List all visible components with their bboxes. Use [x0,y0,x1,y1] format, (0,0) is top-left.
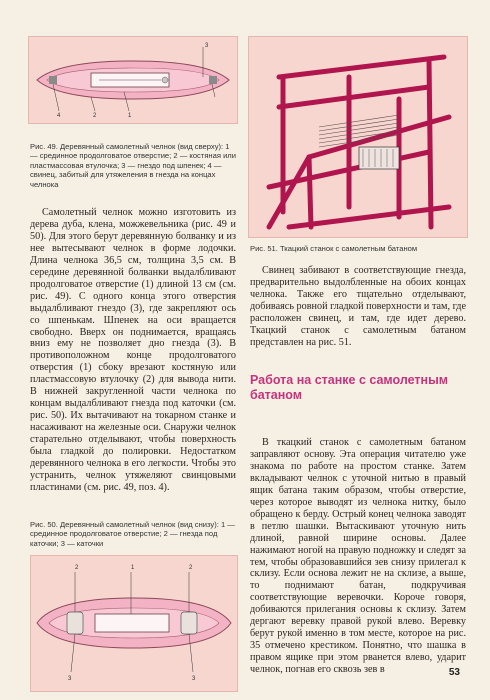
fig49-label-2: 2 [93,113,97,119]
fig50-label-1: 1 [131,565,135,571]
fig49-label-3: 3 [205,43,209,49]
shuttle-bottom-view-drawing [31,556,237,691]
figure-49-caption: Рис. 49. Деревянный самолетный челнок (вид сверху): 1 — срединное продолговатое отверстие; 2 — костяная или пластмассовая втулочка; 3 — гнездо под шпенек; 4 — свинец, забитый для утяжеления в гнезда на концах челнока [30,142,236,189]
fig50-label-2-left: 2 [75,565,79,571]
shuttle-top-view-drawing [29,37,237,123]
fig49-label-1: 1 [128,113,132,119]
fig50-label-3-left: 3 [68,676,72,682]
figure-51-illustration [248,36,468,238]
right-body-paragraph-1: Свинец забивают в соответствующие гнезда, предварительно выдолбленные на обоих концах челнока. Также его тщательно отделывают, добиваясь ровной гладкой поверхности и там, где расположен свинец, и там, где идет дерево. Ткацкий станок с самолетным батаном представлен на рис. 51. [250,265,466,348]
figure-50-caption: Рис. 50. Деревянный самолетный челнок (вид снизу): 1 — срединное продолговатое отверстие; 2 — гнезда под каточки; 3 — каточки [30,520,235,548]
fig49-label-4: 4 [57,113,61,119]
section-heading: Работа на станке с самолетным батаном [250,373,448,402]
figure-49-illustration [28,36,238,124]
right-body-paragraph-2: В ткацкий станок с самолетным батаном заправляют основу. Эта операция читателю уже знакома по работе на простом станке. Затем вкладывают челнок с уточной нитью в правый ящик батана таким образом, чтобы отверстие, через которое выводят из челнока нитку, было обращено к берду. Острый конец челнока заводят в петлю шашки. Вытаскивают уточную нить длиной, равной ширине основы. Далее нажимают ногой на правую подножку и следят за тем, чтобы образовавшийся зев снизу прилегал к склизу. Если основа лежит не на склизе, а выше, то поднимают батан, подкручивая соответствующие веревочки. Короче говоря, добиваются прилегания основы к склизу. Затем дергают веревку правой рукой влево. Веревку берут рукой именно в том месте, которое на рис. 35 отмечено крестиком. Понятно, что шашка в правом ящике при этом рванется влево, ударит челнок, погнав его сквозь зев в [250,437,466,676]
figure-50-illustration [30,555,238,692]
loom-drawing [249,37,467,237]
left-body-paragraph: Самолетный челнок можно изготовить из дерева дуба, клена, можжевельника (рис. 49 и 50). Для этого берут деревянную болванку и из нее вытесывают челнок в форме лодочки. Длина челнока 36,5 см, толщина 3,5 см. В середине деревянной болванки выдалбливают продолговатое отверстие (1) длиной 13 см (см. рис. 49). С одного конца этого отверстия выдалбливают гнездо (3), где закрепляют ось со шпенькам. Шпенек на оси вращается свободно. Вверх он поднимается, вращаясь вниз ему не позволяет дно гнезда (3). В противоположном конце продолговатого отверстия (1) сбоку врезают костяную или пластмассовую втулочку (2) для вывода нити. В нижней закругленной части челнока по концам выдалбливают гнезда под каточки (см. рис. 50). Их вытачивают на токарном станке и насаживают на железные оси. Снаружи челнок старательно отделывают, чтобы поверхность была гладкой до полировки. Недостатком деревянного челнока в его легкости. Чтобы это устранить, челнок утяжеляют свинцовыми пластинами (см. рис. 49, поз. 4). [30,207,236,493]
fig50-label-3-right: 3 [192,676,196,682]
figure-51-caption: Рис. 51. Ткацкий станок с самолетным батаном [250,244,418,253]
page-number: 53 [448,667,460,678]
fig50-label-2-right: 2 [189,565,193,571]
